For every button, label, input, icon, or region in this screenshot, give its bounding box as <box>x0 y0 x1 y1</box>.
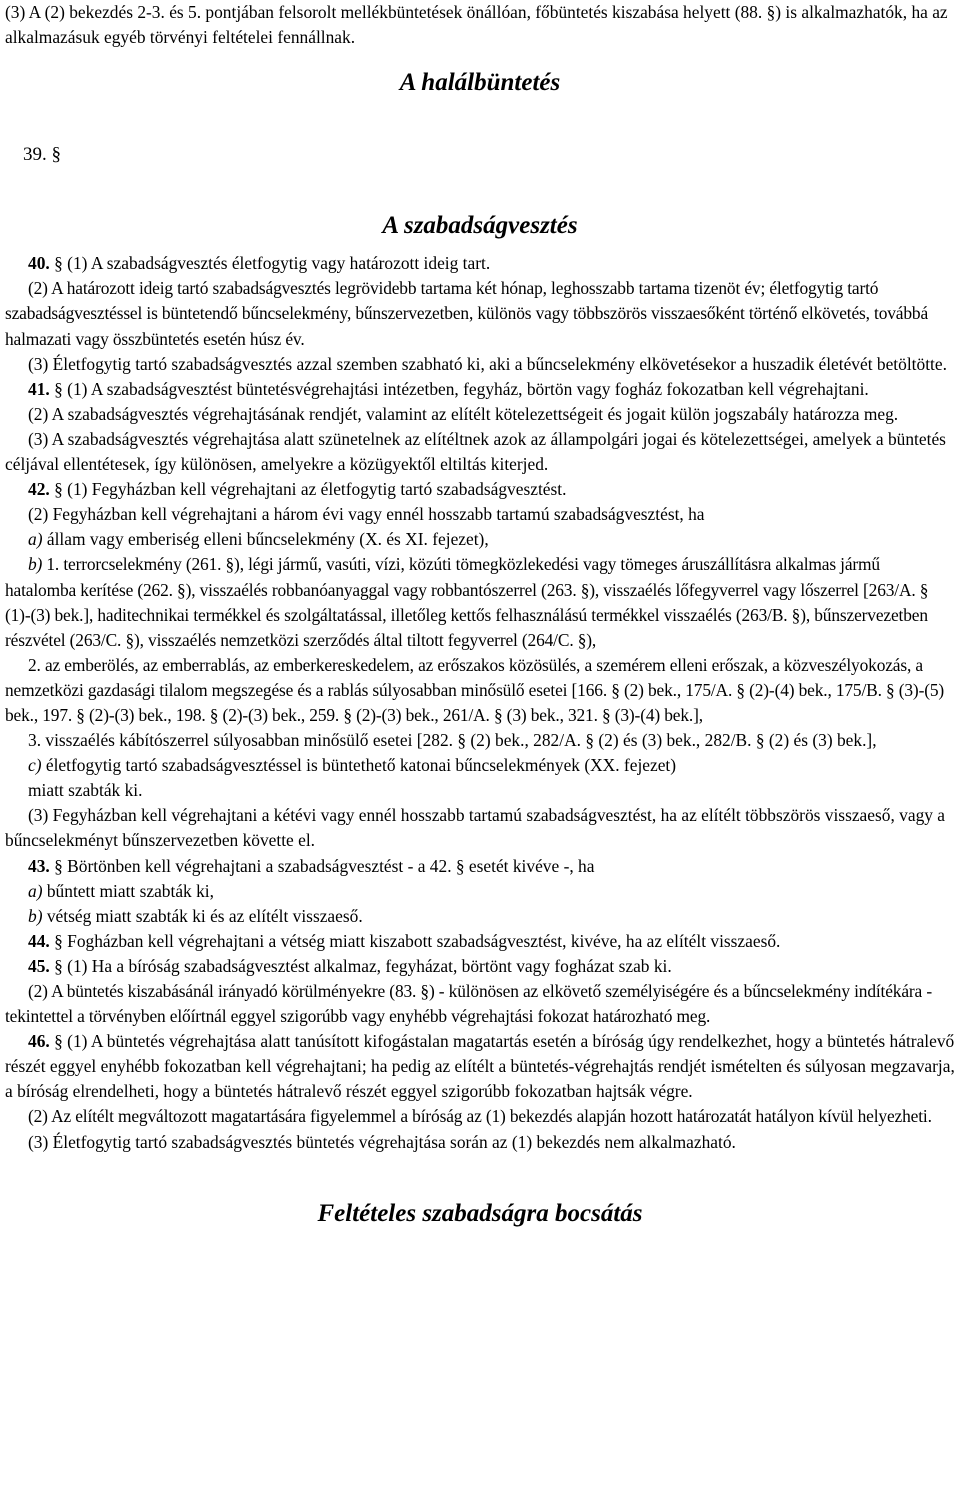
section-42-2-b-2: 2. az emberölés, az emberrablás, az emberkereskedelem, az erőszakos közösülés, a szemérem elleni erőszak, a közveszélyokozás, a nemzetközi gazdasági tilalom megszegése és a rablás súlyosabban minősülő esetei [166. § (2) bek., 175/A. § (2)-(4) bek., 175/B. § (3)-(5) bek., 197. § (2)-(3) bek., 198. § (2)-(3) bek., 259. § (2)-(3) bek., 261/A. § (3) bek., 321. § (3)-(4) bek.], <box>5 654 945 725</box>
section-42-1 <box>5 477 955 502</box>
heading-felteteles-szabadsag: Feltételes szabadságra bocsátás <box>317 1199 643 1227</box>
section-43-number: 43. <box>28 855 50 876</box>
heading-szabadsagvesztes: A szabadságvesztés <box>382 212 578 240</box>
point-a-text: bűntett miatt szabták ki, <box>46 880 214 901</box>
section-43-b <box>5 904 955 929</box>
section-40-3: (3) Életfogytig tartó szabadságvesztés azzal szemben szabható ki, aki a bűncselekmény elkövetésekor a huszadik életévét betöltötte. <box>28 353 947 374</box>
point-a-text: állam vagy emberiség elleni bűncselekmény (X. és XI. fejezet), <box>46 529 489 550</box>
section-46-1 <box>5 1029 955 1104</box>
point-c-text: életfogytig tartó szabadságvesztéssel is büntethető katonai bűncselekmények (XX. fejezet) <box>45 755 677 776</box>
section-44 <box>5 929 955 954</box>
point-a-marker: a) <box>28 529 43 550</box>
section-41-3: (3) A szabadságvesztés végrehajtása alatt szünetelnek az elítéltnek azok az állampolgári jogai és kötelezettségei, amelyek a büntetés céljával ellentétesek, így különösen, amelyekre a közügyektől eltiltás kiterjed. <box>5 428 946 475</box>
point-b-marker: b) <box>28 554 43 575</box>
section-44-number: 44. <box>28 930 50 951</box>
section-42-2: (2) Fegyházban kell végrehajtani a három évi vagy ennél hosszabb tartamú szabadságvesztést, ha <box>28 504 705 525</box>
section-42-2-a <box>5 527 955 552</box>
section-39: 39. § <box>23 144 61 166</box>
section-46-3: (3) Életfogytig tartó szabadságvesztés büntetés végrehajtása során az (1) bekezdés nem alkalmazható. <box>28 1131 736 1152</box>
section-42-number: 42. <box>28 479 50 500</box>
paragraph-intro: (3) A (2) bekezdés 2-3. és 5. pontjában felsorolt mellékbüntetések önállóan, főbüntetés kiszabása helyett (88. §) is alkalmazhatók, ha az alkalmazásuk egyéb törvényi feltételei fennállnak. <box>5 2 948 48</box>
section-42-2-c <box>5 753 955 778</box>
section-43-text: § Börtönben kell végrehajtani a szabadságvesztést - a 42. § esetét kivéve -, ha <box>54 855 595 876</box>
section-40-2: (2) A határozott ideig tartó szabadságvesztés legrövidebb tartama két hónap, leghosszabb tartama tizenöt év; életfogytig tartó szabadságvesztéssel is büntetendő bűncselekmény, bűnszervezetben, különös vagy többszörös visszaesőként történő elkövetés, továbbá halmazati vagy összbüntetés esetén húsz év. <box>5 278 929 349</box>
section-44-text: § Fogházban kell végrehajtani a vétség miatt kiszabott szabadságvesztést, kivéve, ha az elítélt visszaeső. <box>54 930 781 951</box>
section-40-1 <box>5 251 955 276</box>
section-45-1 <box>5 954 955 979</box>
heading-halalbuntetes: A halálbüntetés <box>399 69 561 97</box>
point-b-marker: b) <box>28 905 43 926</box>
section-42-3: (3) Fegyházban kell végrehajtani a kétévi vagy ennél hosszabb tartamú szabadságvesztést, ha az elítélt többszörös visszaeső, vagy a bűncselekményt bűnszervezetben követte el. <box>5 805 946 851</box>
section-41-1-text: § (1) A szabadságvesztést büntetésvégrehajtási intézetben, fegyház, börtön vagy fogház fokozatban kell végrehajtani. <box>54 378 869 399</box>
section-45-1-text: § (1) Ha a bíróság szabadságvesztést alkalmaz, fegyházat, börtönt vagy fogházat szab ki. <box>54 955 672 976</box>
point-b-text: vétség miatt szabták ki és az elítélt visszaeső. <box>46 905 363 926</box>
section-46-2: (2) Az elítélt megváltozott magatartására figyelemmel a bíróság az (1) bekezdés alapján hozott határozatát hatályon kívül helyezheti. <box>28 1106 932 1127</box>
document-page <box>5 0 955 1229</box>
point-c-marker: c) <box>28 755 42 776</box>
section-45-number: 45. <box>28 955 50 976</box>
section-41-1 <box>5 377 955 402</box>
point-a-marker: a) <box>28 880 43 901</box>
section-42-2-tail: miatt szabták ki. <box>28 780 143 801</box>
section-40-1-text: § (1) A szabadságvesztés életfogytig vagy határozott ideig tart. <box>54 253 491 274</box>
section-43-a <box>5 879 955 904</box>
section-41-number: 41. <box>28 378 50 399</box>
section-46-1-text: § (1) A büntetés végrehajtása alatt tanúsított kifogástalan magatartás esetén a bíróság úgy rendelkezhet, hogy a büntetés hátralevő részét eggyel enyhébb fokozatban kell végrehajtani; ha pedig az elítélt a büntetés-végrehajtás rendjét ismételten és súlyosan megzavarja, a bíróság elrendelheti, hogy a büntetés hátralevő részét eggyel szigorúbb fokozatban hajtsák végre. <box>5 1031 955 1102</box>
section-42-1-text: § (1) Fegyházban kell végrehajtani az életfogytig tartó szabadságvesztést. <box>54 479 567 500</box>
section-42-2-b-3: 3. visszaélés kábítószerrel súlyosabban minősülő esetei [282. § (2) bek., 282/A. § (2) és (3) bek., 282/B. § (2) és (3) bek.], <box>28 730 877 751</box>
point-b-1-text: 1. terrorcselekmény (261. §), légi jármű, vasúti, vízi, közúti tömegközlekedési vagy tömeges áruszállításra alkalmas jármű hatalomba kerítése (262. §), visszaélés robbanóanyaggal vagy robbantószerrel (263. §), visszaélés lőfegyverrel vagy lőszerrel [263/A. § (1)-(3) bek.], haditechnikai termékkel és szolgáltatással, illetőleg kettős felhasználású termékkel visszaélés (263/B. §), bűnszervezetben részvétel (263/C. §), visszaélés nemzetközi szerződés által tiltott fegyverrel (264/C. §), <box>5 554 929 650</box>
section-40-number: 40. <box>28 253 50 274</box>
section-45-2: (2) A büntetés kiszabásánál irányadó körülményekre (83. §) - különösen az elkövető személyiségére és a bűncselekmény indítékára - tekintettel a törvényben előírtnál eggyel szigorúbb vagy enyhébb végrehajtási fokozat határozható meg. <box>5 981 932 1027</box>
section-42-2-b-1 <box>5 552 955 652</box>
section-43 <box>5 854 955 879</box>
section-46-number: 46. <box>28 1031 50 1052</box>
section-41-2: (2) A szabadságvesztés végrehajtásának rendjét, valamint az elítélt kötelezettségeit és jogait külön jogszabály határozza meg. <box>28 403 899 424</box>
